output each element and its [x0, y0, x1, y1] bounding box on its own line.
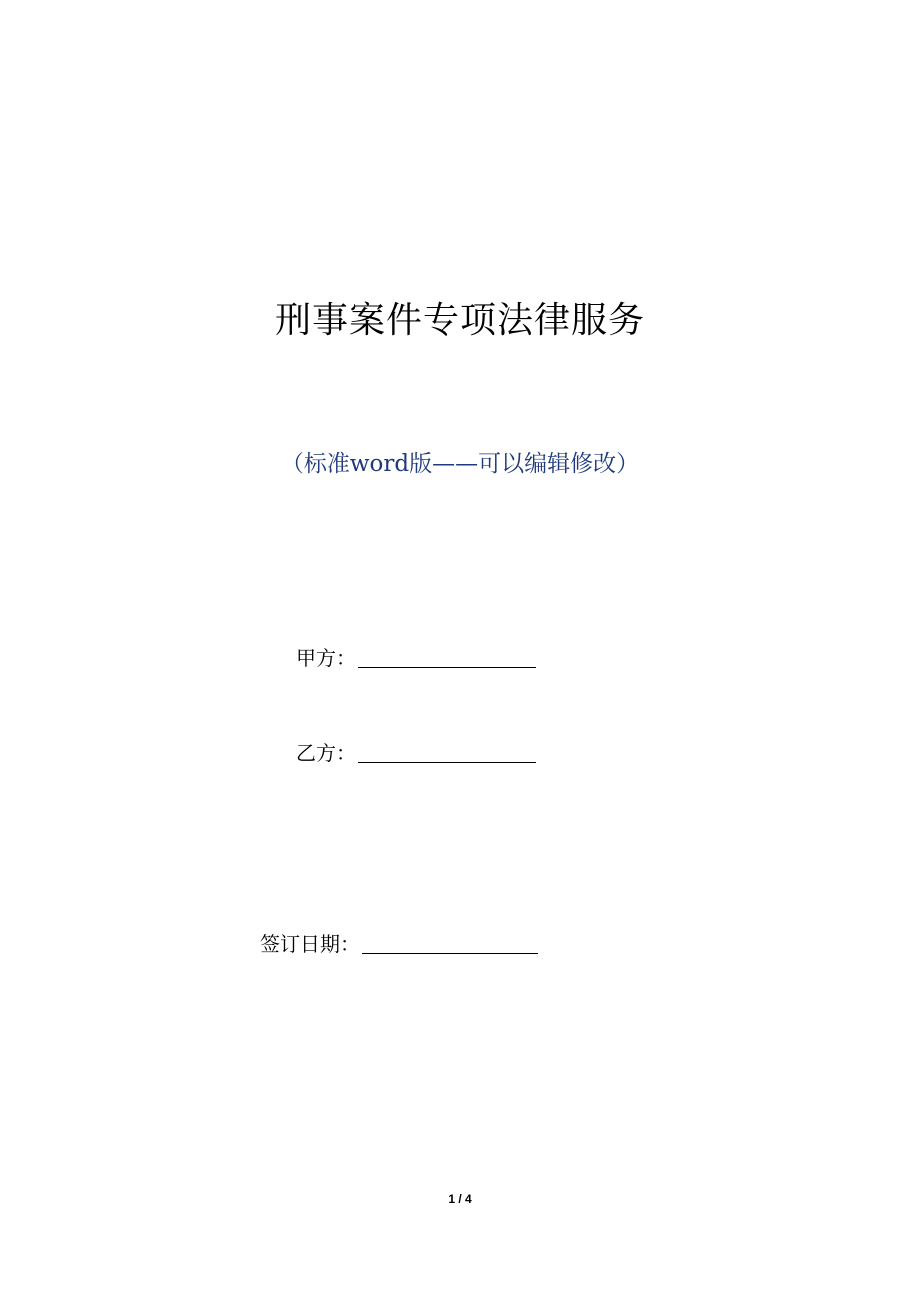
page-number: 1 / 4 [448, 1192, 472, 1206]
party-b-blank-line[interactable] [358, 742, 536, 763]
party-a-field [296, 644, 536, 672]
party-b-label: 乙方： [296, 741, 356, 765]
sign-date-label: 签订日期： [260, 932, 360, 956]
sign-date-field [260, 930, 538, 958]
party-a-label: 甲方： [296, 646, 356, 670]
party-b-field [296, 739, 536, 767]
party-a-blank-line[interactable] [358, 647, 536, 668]
document-title: 刑事案件专项法律服务 [274, 300, 645, 341]
sign-date-blank-line[interactable] [362, 933, 538, 954]
document-subtitle: （标准word版——可以编辑修改） [280, 451, 640, 477]
